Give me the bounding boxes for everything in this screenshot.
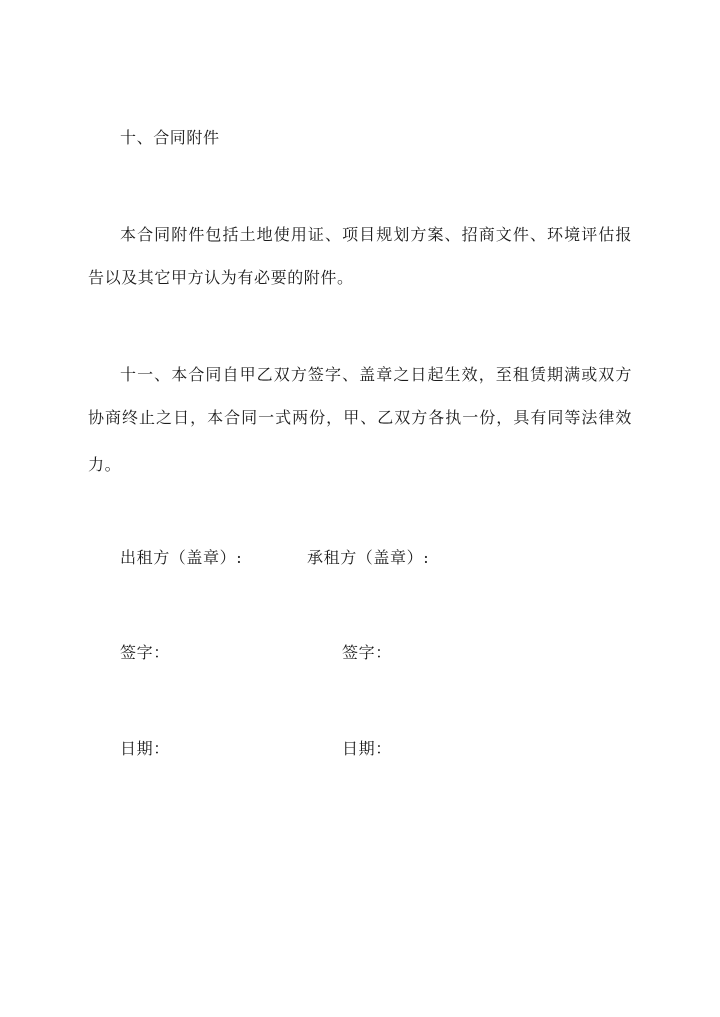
section-10-paragraph-line-1: 本合同附件包括土地使用证、项目规划方案、招商文件、环境评估报 xyxy=(120,225,632,244)
lessee-date-label: 日期： xyxy=(342,739,392,758)
section-10-paragraph-line-2: 告以及其它甲方认为有必要的附件。 xyxy=(88,268,354,287)
lessee-seal-label: 承租方（盖章）: xyxy=(307,548,430,567)
lessor-seal-label: 出租方（盖章）: xyxy=(120,548,243,567)
lessor-signature-label: 签字： xyxy=(120,643,170,662)
section-10-heading: 十、合同附件 xyxy=(120,128,220,147)
section-11-line-1: 十一、本合同自甲乙双方签字、盖章之日起生效，至租赁期满或双方 xyxy=(120,365,632,384)
section-11-line-2: 协商终止之日，本合同一式两份，甲、乙双方各执一份，具有同等法律效 xyxy=(88,408,632,427)
section-11-line-3: 力。 xyxy=(88,455,122,474)
lessee-signature-label: 签字： xyxy=(342,643,392,662)
lessor-date-label: 日期： xyxy=(120,739,170,758)
